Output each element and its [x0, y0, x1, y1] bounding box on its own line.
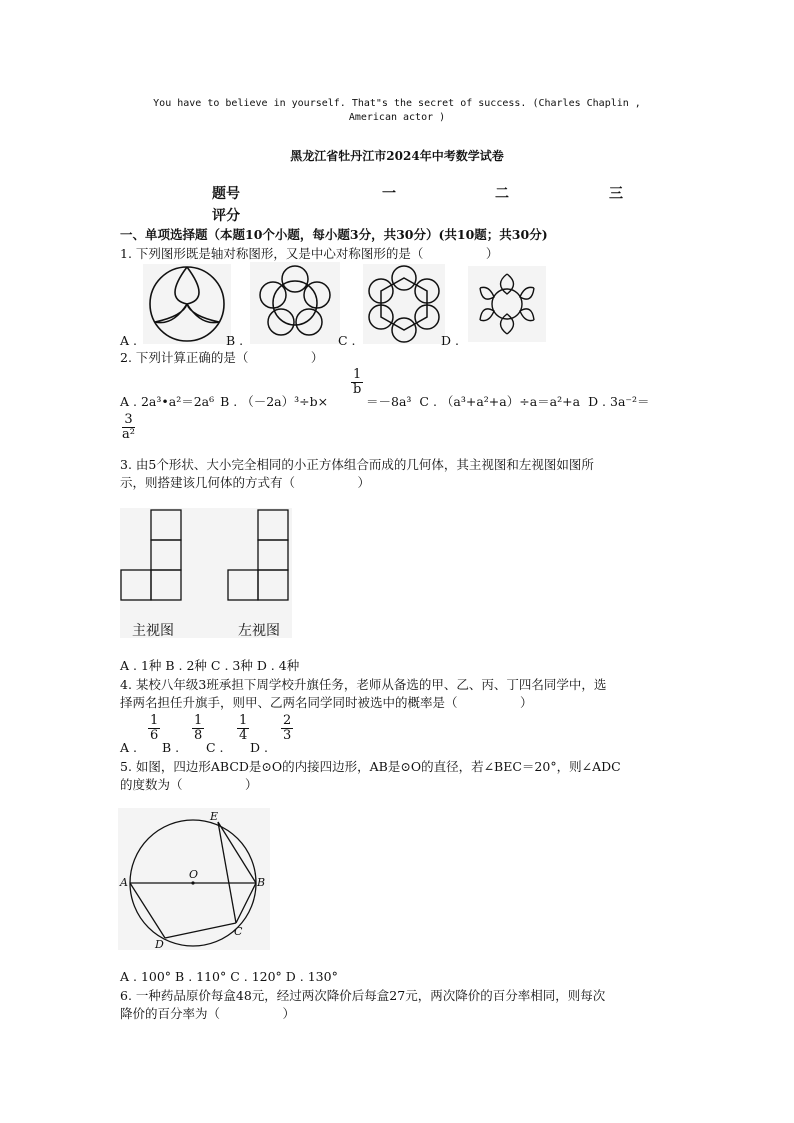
q4-option-d-fraction: [279, 714, 295, 743]
q4-option-c-fraction: [235, 714, 251, 743]
question-6-stem-line2: 降价的百分率为（ ）: [120, 1006, 296, 1021]
q1-figure-d: [468, 266, 546, 342]
q4-option-a-fraction: [146, 714, 162, 743]
question-5-stem-line2: 的度数为（ ）: [120, 777, 258, 792]
q4-c-denominator: 4: [239, 728, 248, 743]
q3-options: A . 1种 B . 2种 C . 3种 D . 4种: [120, 658, 300, 673]
question-3-stem-line1: 3. 由5个形状、大小完全相同的小正方体组合而成的几何体，其主视图和左视图如图所: [120, 457, 594, 472]
question-4-stem-line1: 4. 某校八年级3班承担下周学校升旗任务，老师从备选的甲、乙、丙、丁四名同学中，选: [120, 677, 607, 692]
label-point-e: E: [210, 810, 219, 823]
q4-b-numerator: 1: [194, 713, 203, 728]
table-header-part-2: 二: [495, 186, 509, 202]
label-point-c: C: [234, 925, 243, 938]
label-point-o: O: [189, 868, 199, 881]
q4-option-a-label: A .: [120, 740, 137, 755]
question-3-stem-line2: 示，则搭建该几何体的方式有（ ）: [120, 475, 371, 490]
q2-d-fraction-denominator: a²: [122, 427, 135, 442]
q4-option-b-label: B .: [162, 740, 180, 755]
q2-option-a: A . 2a³•a²＝2a⁶: [120, 394, 215, 409]
q2-option-b-prefix: B . （－2a）³÷b×: [220, 394, 329, 409]
q4-c-numerator: 1: [239, 713, 248, 728]
question-4-stem-line2: 择两名担任升旗手，则甲、乙两名同学同时被选中的概率是（ ）: [120, 695, 533, 710]
question-5-stem-line1: 5. 如图，四边形ABCD是⊙O的内接四边形，AB是⊙O的直径，若∠BEC＝20°，则∠ADC: [120, 759, 621, 774]
q1-figure-b: [250, 262, 340, 344]
question-6-stem-line1: 6. 一种药品原价每盒48元，经过两次降价后每盒27元，两次降价的百分率相同，则每次: [120, 988, 606, 1003]
q2-option-d-prefix: D . 3a⁻²＝: [588, 394, 650, 409]
q3-caption-left-view: 左视图: [238, 623, 280, 639]
q1-figure-a: [143, 264, 231, 344]
q2-d-fraction-numerator: 3: [124, 412, 133, 427]
q3-figure-views: [120, 508, 292, 638]
q3-caption-main-view: 主视图: [132, 623, 174, 639]
q2-b-fraction-denominator: b: [352, 382, 362, 397]
exam-title: 黑龙江省牡丹江市2024年中考数学试卷: [290, 149, 504, 163]
q2-option-d-fraction: [120, 413, 137, 442]
q4-d-denominator: 3: [283, 728, 292, 743]
table-header-question-no: 题号: [212, 186, 240, 202]
q5-options: A . 100° B . 110° C . 120° D . 130°: [120, 969, 338, 984]
q2-option-b-fraction: [349, 368, 365, 397]
q4-a-numerator: 1: [150, 713, 159, 728]
q4-option-c-label: C .: [206, 740, 224, 755]
q1-option-a: A .: [120, 333, 137, 348]
table-header-part-3: 三: [609, 186, 623, 202]
q1-option-d: D .: [441, 333, 459, 348]
table-row-score-label: 评分: [212, 208, 240, 224]
q2-options-line-2: [366, 392, 650, 411]
question-1-stem: 1. 下列图形既是轴对称图形，又是中心对称图形的是（ ）: [120, 246, 499, 261]
q2-option-b-suffix: ＝－8a³: [366, 394, 412, 409]
q2-b-fraction-numerator: 1: [353, 367, 362, 382]
question-2-stem: 2. 下列计算正确的是（ ）: [120, 350, 324, 365]
q4-d-numerator: 2: [283, 713, 292, 728]
label-point-b: B: [257, 876, 266, 889]
q1-option-b: B .: [226, 333, 244, 348]
q2-options-line: [120, 392, 328, 411]
q2-option-c: C . （a³+a²+a）÷a＝a²+a: [419, 394, 581, 409]
section-heading: 一、单项选择题（本题10个小题，每小题3分，共30分）(共10题；共30分): [120, 227, 548, 242]
motto-quote: You have to believe in yourself. That"s the secret of success. (Charles Chaplin , American actor ): [153, 98, 641, 123]
q4-option-b-fraction: [190, 714, 206, 743]
q1-option-c: C .: [338, 333, 356, 348]
label-point-d: D: [155, 938, 164, 950]
label-point-a: A: [120, 876, 128, 889]
table-header-part-1: 一: [382, 186, 396, 202]
q4-option-d-label: D .: [250, 740, 268, 755]
q5-circle-figure: [118, 808, 270, 950]
q4-a-denominator: 6: [150, 728, 159, 743]
q1-figure-c: [363, 264, 445, 344]
q4-b-denominator: 8: [194, 728, 203, 743]
